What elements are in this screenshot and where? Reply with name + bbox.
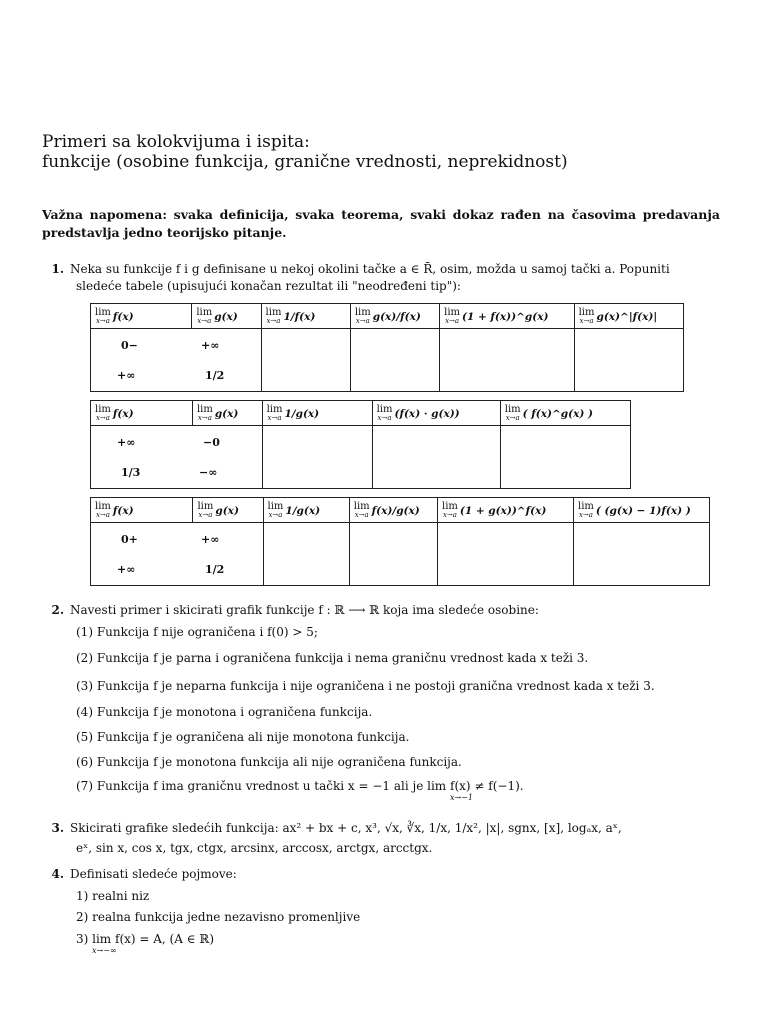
question-2-intro: Navesti primer i skicirati grafik funkcije f : ℝ ⟶ ℝ koja ima sledeće osobine: [70,603,539,617]
limits-table-1 [90,303,684,392]
answer-cell[interactable] [574,523,710,586]
table-cell: −0 [203,436,220,449]
question-number: 3. [51,821,64,835]
list-item: (1) Funkcija f nije ograničena i f(0) > 5; [76,625,318,639]
question-1-line-1: Neka su funkcije f i g definisane u nekoj okolini tačke a ∈ R̄, osim, možda u samoj tački a. Popuniti [70,262,670,276]
list-item: (4) Funkcija f je monotona i ograničena funkcija. [76,705,373,719]
document-title [42,132,568,172]
table-header-cell: lim x→a g(x) [192,304,261,329]
limits-table-3 [90,497,710,586]
answer-cell[interactable] [349,523,437,586]
answer-cell[interactable] [500,426,630,489]
question-3 [42,820,732,837]
table-cell: 1/2 [205,563,225,576]
table-header-cell: lim x→a f(x) [91,498,193,523]
question-1 [42,261,670,278]
list-item: (6) Funkcija f je monotona funkcija ali nije ograničena funkcija. [76,755,462,769]
question-number: 1. [51,262,64,276]
list-item: (3) Funkcija f je neparna funkcija i nije ograničena i ne postoji granična vrednost kada x teži 3. [76,679,655,693]
title-line-2: funkcije (osobine funkcija, granične vrednosti, neprekidnost) [42,152,568,172]
table-cell: +∞ [201,533,220,546]
given-values-cell [91,523,264,586]
question-4-intro: Definisati sledeće pojmove: [70,867,237,881]
table-header-cell: lim x→a g(x)/f(x) [350,304,439,329]
table-header-cell: lim x→a g(x) [193,498,263,523]
answer-cell[interactable] [262,426,372,489]
table-cell: 0− [121,339,138,352]
list-item: (5) Funkcija f je ograničena ali nije monotona funkcija. [76,730,410,744]
table-cell: +∞ [117,369,136,382]
table-cell: 1/2 [205,369,225,382]
table-header-cell: lim x→a f(x)/g(x) [349,498,437,523]
answer-cell[interactable] [261,329,350,392]
question-3-line-1: Skicirati grafike sledećih funkcija: ax² + bx + c, x³, √x, ∛x, 1/x, 1/x², |x|, sgnx, [x], logₐx, aˣ, [70,821,622,835]
title-line-1: Primeri sa kolokvijuma i ispita: [42,132,310,152]
table-header-cell: lim x→a (1 + f(x))^g(x) [440,304,574,329]
answer-cell[interactable] [440,329,574,392]
question-number: 4. [51,867,64,881]
list-item: 2) realna funkcija jedne nezavisno promenljive [76,910,361,924]
table-header-cell: lim x→a ( f(x)^g(x) ) [500,401,630,426]
table-header-cell: lim x→a 1/g(x) [263,498,349,523]
table-header-row [91,304,684,329]
table-header-cell: lim x→a (f(x) · g(x)) [372,401,500,426]
table-header-cell: lim x→a f(x) [91,304,192,329]
given-values-cell [91,426,263,489]
answer-cell[interactable] [350,329,439,392]
table-cell: +∞ [117,436,136,449]
table-header-cell: lim x→a g(x) [192,401,262,426]
question-3-line-2: eˣ, sin x, cos x, tgx, ctgx, arcsinx, arccosx, arctgx, arcctgx. [76,841,433,855]
table-header-cell: lim x→a 1/f(x) [261,304,350,329]
list-item: (7) Funkcija f ima graničnu vrednost u tački x = −1 ali je lim f(x) ≠ f(−1). [76,779,524,793]
table-header-cell: lim x→a 1/g(x) [262,401,372,426]
list-item: 3) lim f(x) = A, (A ∈ ℝ) [76,932,215,946]
table-cell: 0+ [121,533,138,546]
table-header-row [91,498,710,523]
table-cell: +∞ [201,339,220,352]
limit-subscript: x→−∞ [92,946,117,955]
given-values-cell [91,329,262,392]
list-item: (2) Funkcija f je parna i ograničena funkcija i nema graničnu vrednost kada x teži 3. [76,651,589,665]
table-header-cell: lim x→a ( (g(x) − 1)f(x) ) [574,498,710,523]
question-1-line-2: sledeće tabele (upisujući konačan rezultat ili "neodređeni tip"): [76,279,461,293]
table-header-cell: lim x→a g(x)^|f(x)| [574,304,683,329]
table-cell: −∞ [199,466,218,479]
table-body-row [91,426,631,489]
table-header-cell: lim x→a f(x) [91,401,193,426]
answer-cell[interactable] [438,523,574,586]
question-number: 2. [51,603,64,617]
answer-cell[interactable] [372,426,500,489]
table-cell: +∞ [117,563,136,576]
table-body-row [91,523,710,586]
table-body-row [91,329,684,392]
answer-cell[interactable] [263,523,349,586]
table-header-cell: lim x→a (1 + g(x))^f(x) [438,498,574,523]
table-header-row [91,401,631,426]
question-4 [42,866,237,883]
important-note: Važna napomena: svaka definicija, svaka teorema, svaki dokaz rađen na časovima predavanja predstavlja jedno teorijsko pitanje. [42,207,720,240]
question-2 [42,602,539,619]
limit-subscript: x→−1 [450,793,474,802]
list-item: 1) realni niz [76,889,150,903]
table-cell: 1/3 [121,466,141,479]
answer-cell[interactable] [574,329,683,392]
limits-table-2 [90,400,631,489]
